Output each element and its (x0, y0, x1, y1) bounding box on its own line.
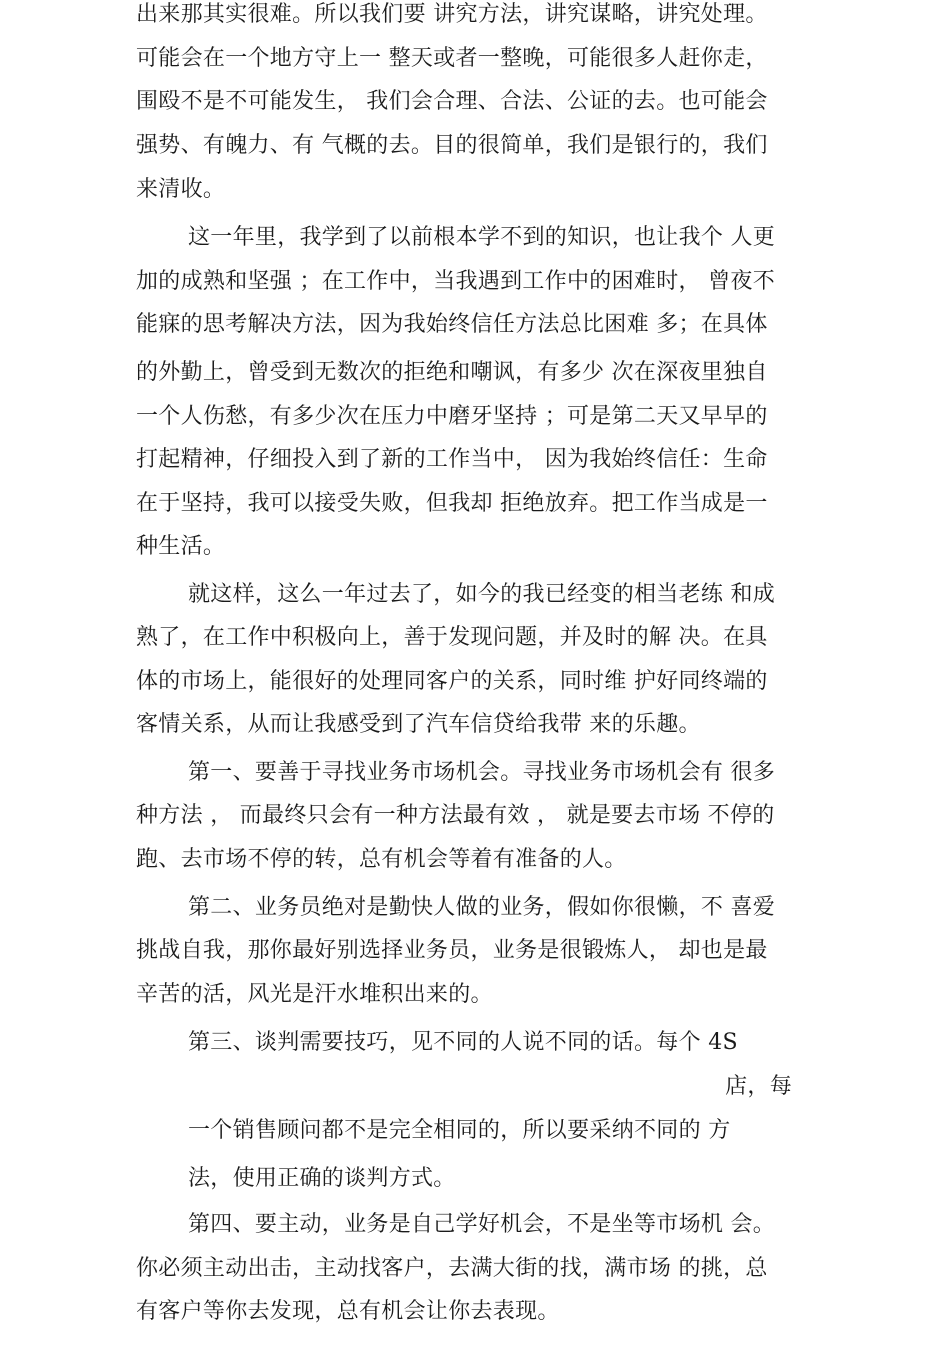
text-line: 种生活。 (136, 534, 226, 559)
text-line: 第二、业务员绝对是勤快人做的业务，假如你很懒，不 喜爱 (188, 895, 776, 920)
text-line: 围殴不是不可能发生， 我们会合理、合法、公证的去。也可能会 (136, 89, 768, 114)
text-line: 在于坚持，我可以接受失败，但我却 拒绝放弃。把工作当成是一 (136, 491, 768, 516)
text-line: 法，使用正确的谈判方式。 (188, 1166, 456, 1191)
text-line: 就这样，这么一年过去了，如今的我已经变的相当老练 和成 (188, 582, 776, 607)
text-line: 能寐的思考解决方法，因为我始终信任方法总比困难 多；在具体 (136, 312, 768, 337)
text-line: 有客户等你去发现，总有机会让你去表现。 (136, 1299, 560, 1324)
text-line: 种方法 ， 而最终只会有一种方法最有效 ， 就是要去市场 不停的 (136, 803, 775, 828)
text-line: 第一、要善于寻找业务市场机会。寻找业务市场机会有 很多 (188, 760, 776, 785)
text-line: 客情关系，从而让我感受到了汽车信贷给我带 来的乐趣。 (136, 712, 701, 737)
text-line: 店，每 (725, 1074, 792, 1099)
text-line: 辛苦的活，风光是汗水堆积出来的。 (136, 982, 493, 1007)
text-line: 出来那其实很难。所以我们要 讲究方法，讲究谋略，讲究处理。 (136, 2, 768, 27)
text-line: 第四、要主动，业务是自己学好机会，不是坐等市场机 会。 (188, 1212, 776, 1237)
text-line: 打起精神，仔细投入到了新的工作当中， 因为我始终信任：生命 (136, 447, 768, 472)
text-line: 的外勤上，曾受到无数次的拒绝和嘲讽，有多少 次在深夜里独自 (136, 360, 768, 385)
text-line: 体的市场上，能很好的处理同客户的关系，同时维 护好同终端的 (136, 669, 768, 694)
text-line: 跑、去市场不停的转，总有机会等着有准备的人。 (136, 847, 627, 872)
text-line: 一个人伤愁，有多少次在压力中磨牙坚持 ；可是第二天又早早的 (136, 404, 768, 429)
text-line: 来清收。 (136, 177, 226, 202)
text-line: 一个销售顾问都不是完全相同的，所以要采纳不同的 方 (188, 1118, 731, 1143)
text-line: 挑战自我，那你最好别选择业务员，业务是很锻炼人， 却也是最 (136, 938, 768, 963)
text-line: 熟了，在工作中积极向上，善于发现问题，并及时的解 决。在具 (136, 625, 768, 650)
text-line: 第三、谈判需要技巧，见不同的人说不同的话。每个 4S (188, 1030, 738, 1055)
text-line: 可能会在一个地方守上一 整天或者一整晚，可能很多人赶你走， (136, 46, 768, 71)
text-line: 强势、有魄力、有 气概的去。目的很简单，我们是银行的，我们 (136, 133, 768, 158)
text-line: 你必须主动出击，主动找客户，去满大街的找，满市场 的挑，总 (136, 1256, 768, 1281)
text-line: 这一年里，我学到了以前根本学不到的知识，也让我个 人更 (188, 225, 776, 250)
text-line: 加的成熟和坚强 ；在工作中，当我遇到工作中的困难时， 曾夜不 (136, 269, 775, 294)
